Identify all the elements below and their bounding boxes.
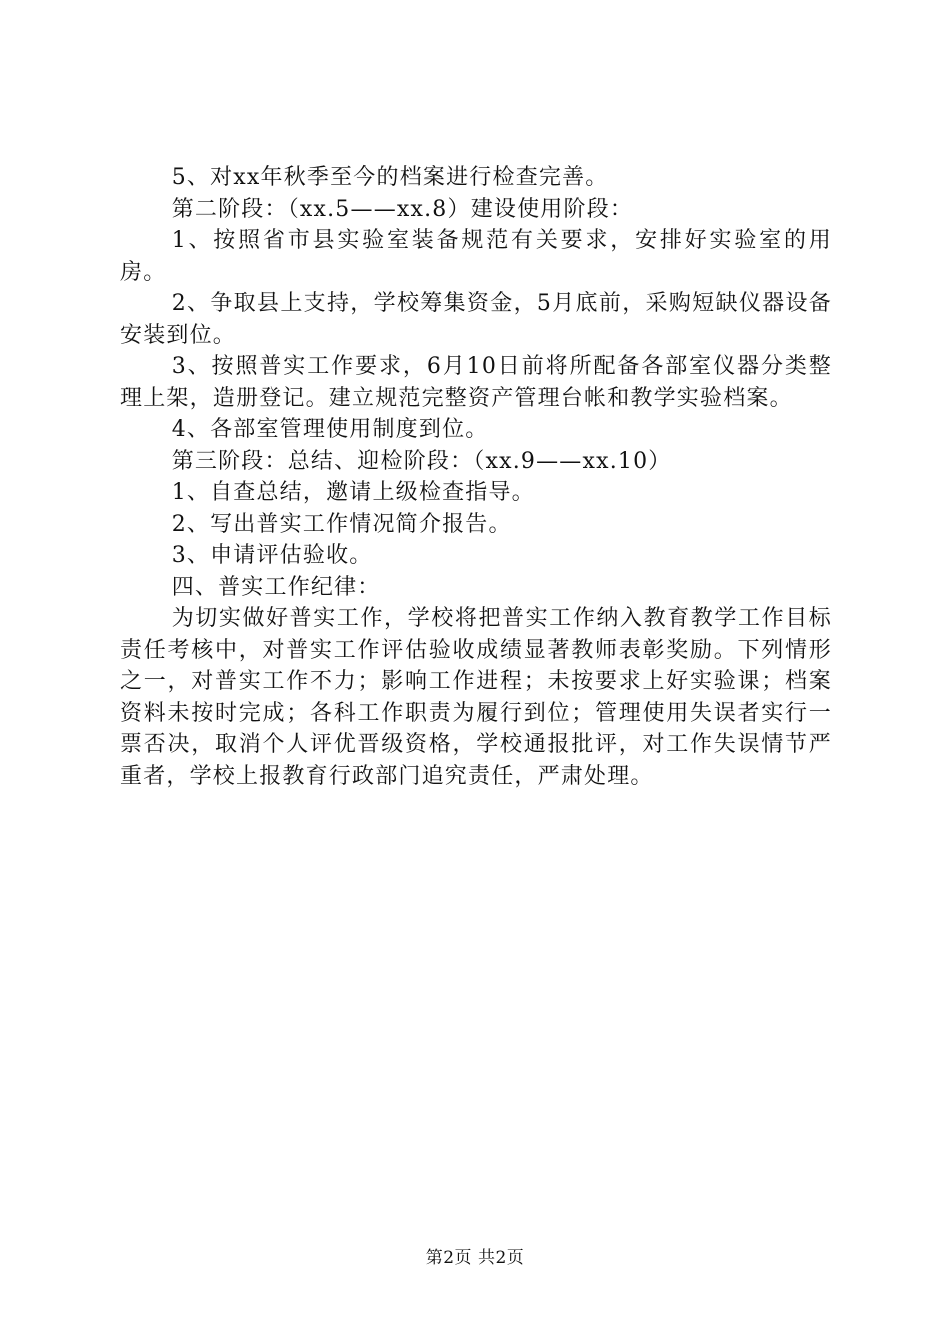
paragraph-discipline-body: 为切实做好普实工作，学校将把普实工作纳入教育教学工作目标责任考核中，对普实工作评估验收成绩显著教师表彰奖励。下列情形之一，对普实工作不力；影响工作进程；未按要求上好实验课；档案资料未按时完成；各科工作职责为履行到位；管理使用失误者实行一票否决，取消个人评优晋级资格，学校通报批评，对工作失误情节严重者，学校上报教育行政部门追究责任，严肃处理。 bbox=[120, 606, 832, 789]
paragraph-funding: 2、争取县上支持，学校筹集资金，5月底前，采购短缺仪器设备安装到位。 bbox=[120, 291, 832, 348]
paragraph-report: 2、写出普实工作情况简介报告。 bbox=[171, 511, 512, 537]
paragraph-stage-two-heading: 第二阶段：（xx.5——xx.8）建设使用阶段： bbox=[171, 196, 634, 222]
document-body bbox=[120, 162, 832, 792]
paragraph-instrument-registration: 3、按照普实工作要求，6月10日前将所配备各部室仪器分类整理上架，造册登记。建立规范完整资产管理台帐和教学实验档案。 bbox=[120, 354, 832, 411]
paragraph-discipline-heading: 四、普实工作纪律： bbox=[171, 574, 381, 600]
paragraph-self-check: 1、自查总结，邀请上级检查指导。 bbox=[171, 480, 535, 505]
paragraph-management-rules: 4、各部室管理使用制度到位。 bbox=[171, 417, 489, 442]
page-footer: 第2页 共2页 bbox=[425, 1248, 525, 1268]
paragraph-archive-check: 5、对xx年秋季至今的档案进行检查完善。 bbox=[171, 165, 609, 190]
paragraph-stage-three-heading: 第三阶段：总结、迎检阶段：（xx.9——xx.10） bbox=[171, 448, 672, 474]
paragraph-lab-rooms: 1、按照省市县实验室装备规范有关要求，安排好实验室的用房。 bbox=[120, 228, 832, 285]
paragraph-evaluation: 3、申请评估验收。 bbox=[171, 543, 373, 568]
